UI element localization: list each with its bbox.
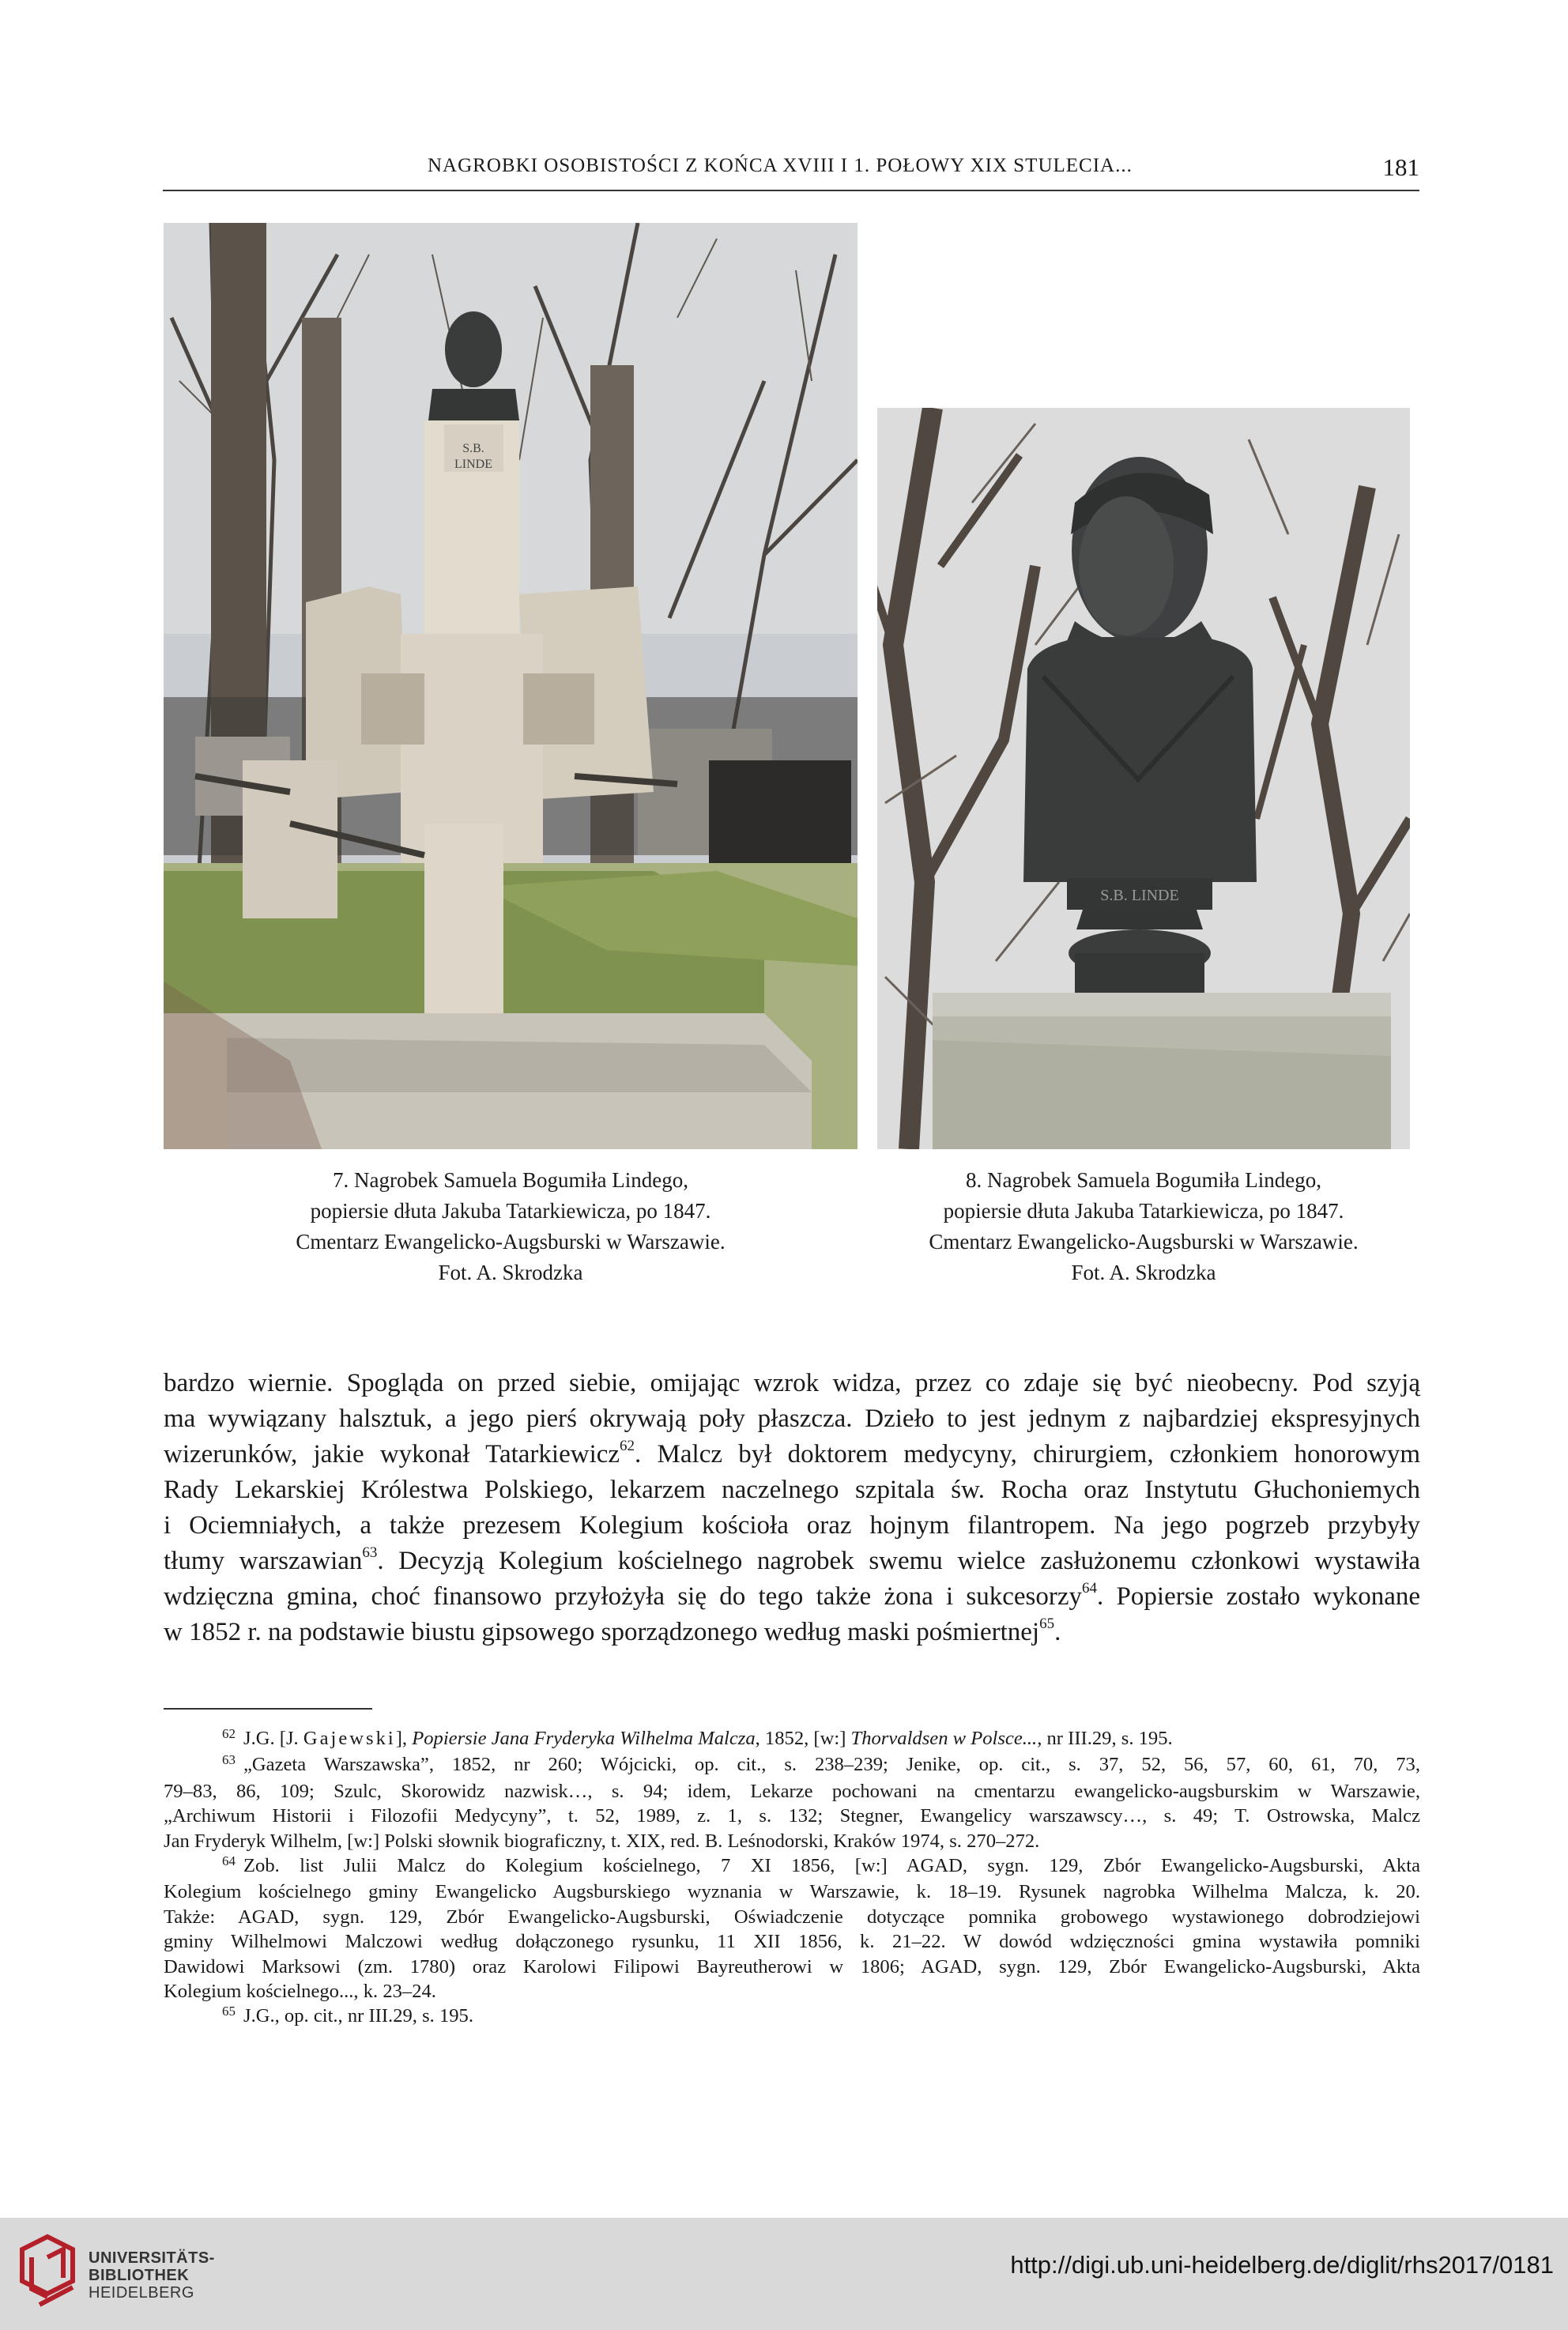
footnote-63-line-3: „Archiwum Historii i Filozofii Medycyny”, t. 52, 1989, z. 1, s. 132; Stegner, Ewangelicy warszawscy…, s. 49; T. Ostrowska, Malcz: [164, 1805, 1420, 1827]
caption-8-line-3: Cmentarz Ewangelicko-Augsburski w Warszawie.: [929, 1230, 1359, 1254]
footnote-ref-63[interactable]: 63: [362, 1544, 378, 1561]
caption-7-line-4: Fot. A. Skrodzka: [438, 1261, 583, 1284]
body-line-2: ma wywiązany halsztuk, a jego pierś okrywają poły płaszcza. Dzieło to jest jednym z najbardziej ekspresyjnych: [164, 1404, 1420, 1433]
caption-8-line-4: Fot. A. Skrodzka: [1071, 1261, 1216, 1284]
library-name-line-3: HEIDELBERG: [89, 2284, 194, 2302]
caption-7-line-3: Cmentarz Ewangelicko-Augsburski w Warszawie.: [296, 1230, 726, 1254]
caption-7-line-1: 7. Nagrobek Samuela Bogumiła Lindego,: [333, 1168, 688, 1192]
photo-bust-linde: [877, 408, 1410, 1149]
caption-8-line-1: 8. Nagrobek Samuela Bogumiła Lindego,: [966, 1168, 1321, 1192]
body-line-7: wdzięczna gmina, choć finansowo przyłożyła się do tego także żona i sukcesorzy$^{64}$. Popiersie zostało wykonane: [164, 1580, 1420, 1611]
footnote-ref-65[interactable]: 65: [1039, 1616, 1055, 1632]
footnote-64-line-3: Także: AGAD, sygn. 129, Zbór Ewangelicko-Augsburski, Oświadczenie dotyczące pomnika grobowego wystawionego dobrodziejowi: [164, 1906, 1420, 1928]
page-number: 181: [1382, 153, 1419, 181]
body-line-8: w 1852 r. na podstawie biustu gipsowego sporządzonego według maski pośmiertnej$^{65}$.: [164, 1616, 1061, 1646]
running-title: NAGROBKI OSOBISTOŚCI Z KOŃCA XVIII I 1. POŁOWY XIX STULECIA...: [428, 155, 1133, 176]
bust-label-line2: LINDE: [454, 458, 492, 471]
footnote-65: $^{65}$ J.G., op. cit., nr III.29, s. 195.: [222, 2004, 473, 2027]
footnote-64-line-4: gminy Wilhelmowi Malczowi według dołączonego rysunku, 11 XII 1856, k. 21–22. W dowód wdzięczności gmina wystawiła pomniki: [164, 1931, 1420, 1953]
footnote-64-line-1: $^{64}$ Zob. list Julii Malcz do Kolegium kościelnego, 7 XI 1856, [w:] AGAD, sygn. 129, Zbór Ewangelicko-Augsburski, Akta: [222, 1853, 1420, 1877]
bust-label-line1: S.B.: [462, 442, 484, 455]
body-line-4: Rady Lekarskiej Królestwa Polskiego, lekarzem naczelnego szpitala św. Rocha oraz Instytutu Głuchoniemych: [164, 1476, 1420, 1504]
footnote-divider: [164, 1708, 372, 1710]
photo-tomb-linde: [164, 223, 858, 1149]
footnotes: [164, 1726, 1420, 2030]
library-name-line-2: BIBLIOTHEK: [89, 2267, 190, 2284]
bust-plaque-text: S.B. LINDE: [1100, 887, 1179, 904]
footnote-62: $^{62}$ J.G. [J. Gajewski], Popiersie Jana Fryderyka Wilhelma Malcza, 1852, [w:] Thorvaldsen w Polsce..., nr III.29, s. 195.: [222, 1726, 1173, 1749]
body-line-6: tłumy warszawian$^{63}$. Decyzją Kolegium kościelnego nagrobek swemu wielce zasłużonemu członkowi wystawiła: [164, 1544, 1421, 1575]
caption-7-line-2: popiersie dłuta Jakuba Tatarkiewicza, po 1847.: [310, 1199, 711, 1223]
permalink-url[interactable]: http://digi.ub.uni-heidelberg.de/diglit/rhs2017/0181: [1010, 2251, 1554, 2279]
footer-bar: [0, 2218, 1568, 2330]
library-logo-icon[interactable]: [16, 2234, 79, 2313]
footnote-ref-62[interactable]: 62: [620, 1438, 635, 1454]
library-name-line-1: UNIVERSITÄTS-: [89, 2249, 215, 2267]
footnote-64-line-2: Kolegium kościelnego gminy Ewangelicko Augsburskiego wyznania w Warszawie, k. 18–19. Rysunek nagrobka Wilhelma Malcza, k. 20.: [164, 1881, 1420, 1903]
footnote-63-line-4: Jan Fryderyk Wilhelm, [w:] Polski słownik biograficzny, t. XIX, red. B. Leśnodorski, Kraków 1974, s. 270–272.: [164, 1830, 1040, 1852]
running-head: [163, 155, 1419, 191]
body-line-1: bardzo wiernie. Spogląda on przed siebie, omijając wzrok widza, przez co zdaje się być nieobecny. Pod szyją: [164, 1369, 1420, 1397]
caption-8-line-2: popiersie dłuta Jakuba Tatarkiewicza, po 1847.: [943, 1199, 1344, 1223]
body-paragraph: [164, 1366, 1420, 1650]
body-line-5: i Ociemniałych, a także prezesem Kolegium kościoła oraz hojnym filantropem. Na jego pogrzeb przybyły: [164, 1511, 1420, 1540]
body-line-3: wizerunków, jakie wykonał Tatarkiewicz$^{62}$. Malcz był doktorem medycyny, chirurgiem, członkiem honorowym: [164, 1438, 1421, 1469]
footnote-63-line-2: 79–83, 86, 109; Szulc, Skorowidz nazwisk…, s. 94; idem, Lekarze pochowani na cmentarzu ewangelicko-augsburskim w Warszawie,: [164, 1780, 1420, 1802]
footnote-63-line-1: $^{63}$ „Gazeta Warszawska”, 1852, nr 260; Wójcicki, op. cit., s. 238–239; Jenike, op. cit., s. 37, 52, 56, 57, 60, 61, 70, 73,: [222, 1752, 1420, 1776]
footnote-ref-64[interactable]: 64: [1082, 1580, 1098, 1597]
caption-photo-7: [164, 1165, 858, 1288]
caption-photo-8: [877, 1165, 1410, 1288]
footnote-64-line-6: Kolegium kościelnego..., k. 23–24.: [164, 1981, 436, 2003]
footnote-64-line-5: Dawidowi Marksowi (zm. 1780) oraz Karolowi Filipowi Bayreutherowi w 1806; AGAD, sygn. 129, Zbór Ewangelicko-Augsburski, Akta: [164, 1955, 1420, 1977]
